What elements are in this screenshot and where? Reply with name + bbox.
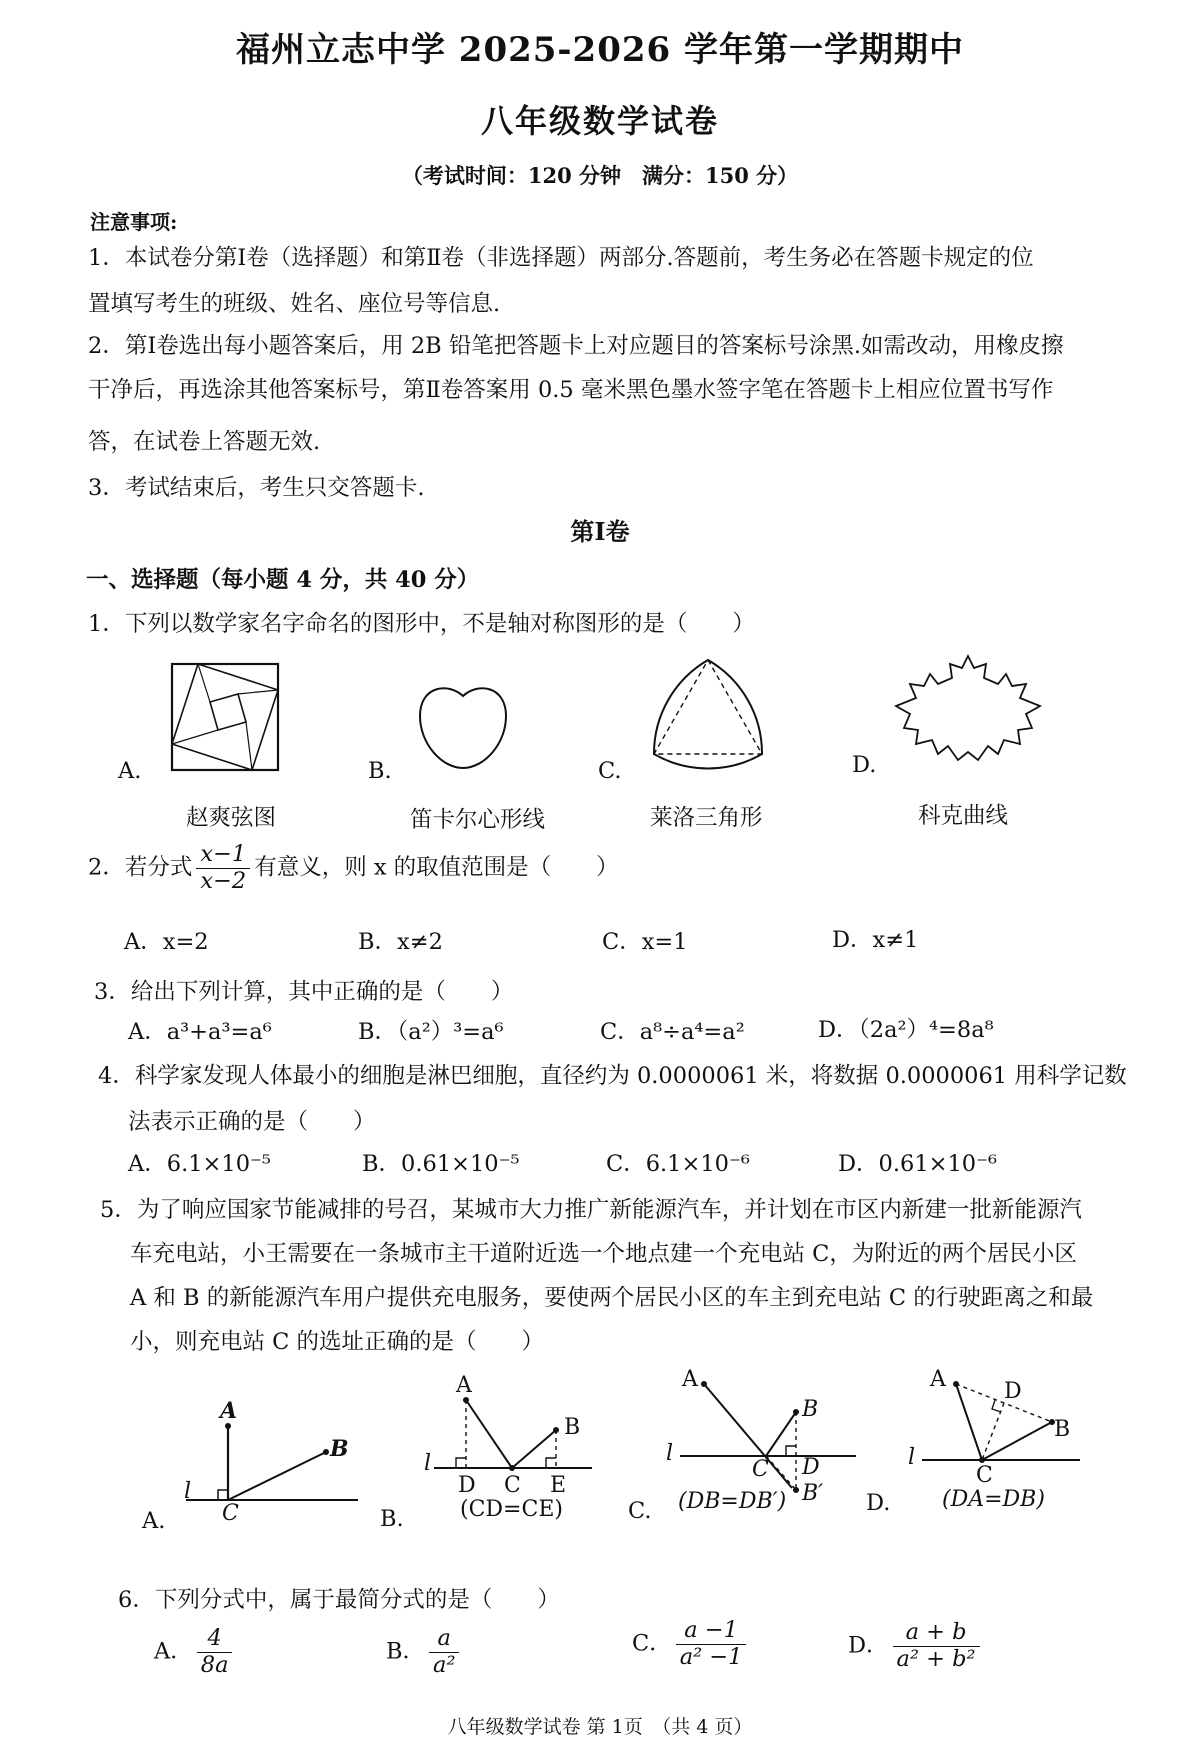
volume-heading: 第Ⅰ卷	[570, 517, 630, 546]
q5-fig-b-label-c: C	[504, 1473, 521, 1498]
q5-fig-d-label-b: B	[1054, 1417, 1071, 1442]
note-3: 3．考试结束后，考生只交答题卡.	[88, 475, 425, 501]
q6-option-a-letter: A．	[154, 1638, 193, 1665]
q5-fig-b-label-l: l	[424, 1451, 432, 1476]
q5-fig-a-label-c: C	[222, 1501, 239, 1526]
q3-option-c: C．a⁸÷a⁴=a²	[600, 1019, 745, 1045]
q5-fig-d-label-l: l	[908, 1445, 916, 1470]
notes-heading: 注意事项:	[90, 210, 178, 234]
q6-option-b-fraction	[429, 1626, 459, 1679]
q5-figure-a	[176, 1394, 366, 1524]
q5-option-a-letter: A.	[142, 1508, 166, 1534]
q5-figure-c	[660, 1368, 860, 1518]
q6-option-a-fraction	[197, 1626, 233, 1679]
q5-fig-b-label-b: B	[564, 1415, 581, 1440]
part-heading: 一、选择题（每小题 4 分，共 40 分）	[86, 567, 480, 593]
q5-stem-line-4: 小，则充电站 C 的选址正确的是（ ）	[130, 1329, 545, 1355]
q5-figure-d	[900, 1366, 1090, 1516]
q2-numerator: x−1	[196, 842, 250, 869]
zhao-shuang-diagram-figure	[170, 662, 282, 774]
q6-stem: 6．下列分式中，属于最简分式的是（ ）	[118, 1587, 560, 1613]
q1-option-d-caption: 科克曲线	[918, 803, 1009, 829]
q6-option-a-denominator: 8a	[200, 1651, 229, 1678]
q6-option-b	[386, 1626, 463, 1679]
q2-option-a: A．x=2	[124, 929, 209, 955]
q5-fig-c-label-d: D	[802, 1455, 820, 1480]
cardioid-figure	[418, 682, 508, 772]
q1-option-b-letter: B.	[368, 758, 392, 784]
q6-option-c-denominator: a² −1	[679, 1643, 743, 1670]
q6-option-d-numerator: a + b	[893, 1620, 980, 1647]
q6-option-c-letter: C．	[632, 1630, 672, 1657]
q5-option-b-letter: B.	[380, 1506, 404, 1532]
q6-option-c-fraction	[676, 1618, 747, 1671]
q5-fig-c-label-l: l	[666, 1441, 674, 1466]
note-2-line-1: 2．第Ⅰ卷选出每小题答案后，用 2B 铅笔把答题卡上对应题目的答案标号涂黑.如需改动，用橡皮擦	[88, 333, 1064, 359]
q5-fig-c-label-b-prime: B′	[802, 1481, 824, 1506]
q6-option-c	[632, 1618, 750, 1671]
note-2-line-2: 干净后，再选涂其他答案标号，第Ⅱ卷答案用 0.5 毫米黑色墨水签字笔在答题卡上相应位置书写作	[88, 377, 1054, 403]
q6-option-b-numerator: a	[429, 1626, 459, 1653]
q5-fig-d-label-a: A	[930, 1367, 946, 1392]
q3-stem: 3．给出下列计算，其中正确的是（ ）	[94, 979, 514, 1005]
q3-option-d: D．（2a²）⁴=8a⁸	[818, 1017, 994, 1043]
q1-option-b-caption: 笛卡尔心形线	[410, 807, 546, 833]
q4-stem-line-1: 4．科学家发现人体最小的细胞是淋巴细胞，直径约为 0.0000061 米，将数据 0.0000061 用科学记数	[98, 1063, 1127, 1089]
q5-stem-line-1: 5．为了响应国家节能减排的号召，某城市大力推广新能源汽车，并计划在市区内新建一批新能源汽	[100, 1197, 1082, 1223]
q1-option-a-letter: A.	[118, 758, 142, 784]
q6-option-b-letter: B．	[386, 1638, 426, 1665]
q6-option-c-numerator: a −1	[676, 1618, 747, 1645]
q5-fig-b-label-d: D	[458, 1473, 476, 1498]
q5-option-c-letter: C.	[628, 1498, 652, 1524]
q2-stem	[88, 842, 619, 895]
q5-fig-a-label-l: l	[184, 1479, 192, 1504]
q2-stem-suffix: 有意义，则 x 的取值范围是（ ）	[254, 854, 619, 881]
q2-denominator: x−2	[200, 867, 247, 894]
q5-fig-c-condition: (DB=DB′)	[678, 1489, 787, 1514]
q5-fig-d-label-d: D	[1004, 1379, 1022, 1404]
q5-fig-c-label-b: B	[802, 1397, 819, 1422]
q5-fig-c-label-a: A	[682, 1367, 698, 1392]
q5-fig-a-label-a: A	[220, 1398, 238, 1424]
exam-title: 福州立志中学 2025-2026 学年第一学期期中	[235, 30, 965, 70]
q6-option-d-denominator: a² + b²	[896, 1645, 976, 1672]
q1-option-a-caption: 赵爽弦图	[186, 805, 277, 831]
q5-fig-a-label-b: B	[330, 1436, 349, 1462]
reuleaux-triangle-figure	[650, 656, 766, 768]
q2-stem-prefix: 2．若分式	[88, 854, 193, 881]
q4-option-c: C．6.1×10⁻⁶	[606, 1151, 750, 1177]
q5-fig-d-label-c: C	[976, 1463, 993, 1488]
q6-option-b-denominator: a²	[433, 1651, 456, 1678]
q1-option-d-letter: D.	[852, 752, 877, 778]
q5-fig-d-condition: (DA=DB)	[942, 1487, 1045, 1512]
q6-option-a	[154, 1626, 236, 1679]
q5-option-d-letter: D.	[866, 1490, 891, 1516]
q2-option-c: C．x=1	[602, 929, 688, 955]
exam-info: （考试时间：120 分钟 满分：150 分）	[401, 163, 799, 188]
q5-fig-c-label-c: C	[752, 1457, 769, 1482]
q5-fig-b-label-a: A	[456, 1373, 472, 1398]
note-2-line-3: 答，在试卷上答题无效.	[88, 429, 321, 455]
q6-option-d-letter: D．	[848, 1632, 889, 1659]
page-footer: 八年级数学试卷 第 1页 （共 4 页）	[447, 1716, 753, 1738]
q1-stem: 1．下列以数学家名字命名的图形中，不是轴对称图形的是（ ）	[88, 611, 755, 637]
q3-option-a: A．a³+a³=a⁶	[128, 1019, 272, 1045]
q2-option-d: D．x≠1	[832, 927, 919, 953]
exam-subtitle: 八年级数学试卷	[480, 102, 719, 140]
q5-fig-b-condition: (CD=CE)	[460, 1497, 563, 1522]
q5-stem-line-3: A 和 B 的新能源汽车用户提供充电服务，要使两个居民小区的车主到充电站 C 的行驶距离之和最	[130, 1285, 1094, 1311]
q4-stem-line-2: 法表示正确的是（ ）	[128, 1109, 376, 1135]
q4-option-d: D．0.61×10⁻⁶	[838, 1151, 998, 1177]
koch-snowflake-figure	[894, 654, 1042, 772]
note-1-line-2: 置填写考生的班级、姓名、座位号等信息.	[88, 291, 501, 317]
note-1-line-1: 1．本试卷分第Ⅰ卷（选择题）和第Ⅱ卷（非选择题）两部分.答题前，考生务必在答题卡规定的位	[88, 245, 1034, 271]
q5-stem-line-2: 车充电站，小王需要在一条城市主干道附近选一个地点建一个充电站 C，为附近的两个居民小区	[130, 1241, 1077, 1267]
q3-option-b: B．（a²）³=a⁶	[358, 1019, 504, 1045]
q5-figure-b	[412, 1364, 602, 1524]
q2-option-b: B．x≠2	[358, 929, 443, 955]
q1-option-c-letter: C.	[598, 758, 622, 784]
q1-option-c-caption: 莱洛三角形	[650, 805, 763, 831]
q5-fig-b-label-e: E	[550, 1473, 567, 1498]
q6-option-a-numerator: 4	[197, 1626, 233, 1653]
q6-option-d	[848, 1620, 984, 1673]
q4-option-a: A．6.1×10⁻⁵	[128, 1151, 271, 1177]
q4-option-b: B．0.61×10⁻⁵	[362, 1151, 520, 1177]
q6-option-d-fraction	[893, 1620, 980, 1673]
q2-fraction	[196, 842, 250, 895]
